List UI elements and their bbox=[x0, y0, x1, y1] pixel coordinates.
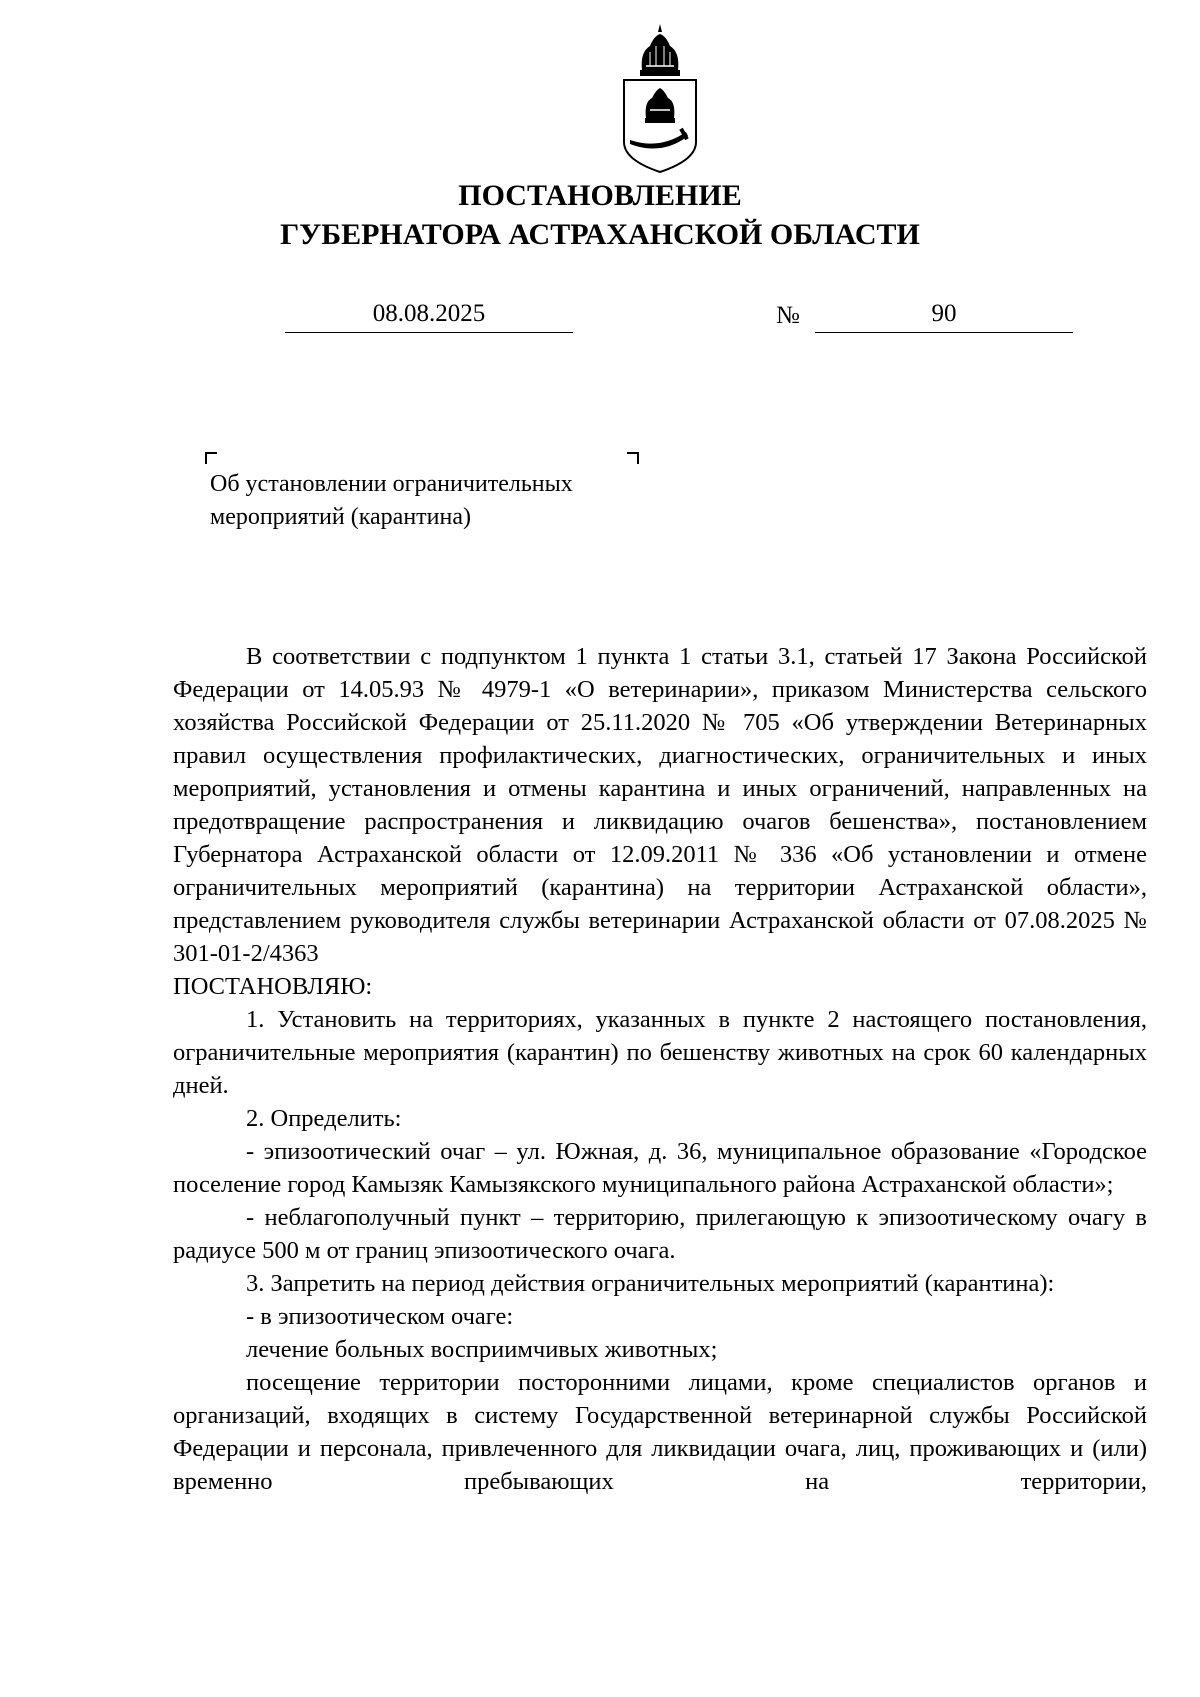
paragraph-in-focus: - в эпизоотическом очаге: bbox=[246, 1303, 514, 1330]
paragraph-item-3: 3. Запретить на период действия ограничительных мероприятий (карантина): bbox=[246, 1270, 1055, 1297]
issuer-title: ГУБЕРНАТОРА АСТРАХАНСКОЙ ОБЛАСТИ bbox=[280, 218, 920, 251]
date-field bbox=[285, 296, 573, 333]
document-type-title: ПОСТАНОВЛЕНИЕ bbox=[458, 179, 742, 212]
subject-corner-left-mark bbox=[205, 452, 217, 464]
number-sign: № bbox=[776, 302, 800, 329]
paragraph-focus: - эпизоотический очаг – ул. Южная, д. 36, муниципальное образование «Городское поселение город Камызяк Камызякского муниципального района Астраханской области»; bbox=[173, 1138, 1147, 1198]
paragraph-item-2: 2. Определить: bbox=[246, 1105, 402, 1132]
paragraph-treatment-ban: лечение больных восприимчивых животных; bbox=[246, 1336, 718, 1363]
decree-word: ПОСТАНОВЛЯЮ: bbox=[173, 973, 373, 1000]
subject-line-2: мероприятий (карантина) bbox=[210, 504, 471, 530]
number-field bbox=[815, 296, 1073, 333]
document-date: 08.08.2025 bbox=[372, 300, 486, 327]
preamble-paragraph: В соответствии с подпунктом 1 пункта 1 статьи 3.1, статьей 17 Закона Российской Федерации от 14.05.93 № 4979-1 «О ветеринарии», приказом Министерства сельского хозяйства Российской Федерации от 25.11.2020 № 705 «Об утверждении Ветеринарных правил осуществления профилактических, диагностических, ограничительных и иных мероприятий, установления и отмены карантина и иных ограничений, направленных на предотвращение распространения и ликвидацию очагов бешенства», постановлением Губернатора Астраханской области от 12.09.2011 № 336 «Об установлении и отмене ограничительных мероприятий (карантина) на территории Астраханской области», представлением руководителя службы ветеринарии Астраханской области от 07.08.2025 № 301-01-2/4363 bbox=[173, 643, 1147, 967]
document-body bbox=[173, 640, 1147, 1498]
coat-of-arms-icon bbox=[620, 22, 700, 174]
document-number: 90 bbox=[931, 300, 957, 327]
subject-corner-right-mark bbox=[627, 452, 639, 464]
paragraph-unfavorable-point: - неблагополучный пункт – территорию, прилегающую к эпизоотическому очагу в радиусе 500 м от границ эпизоотического очага. bbox=[173, 1204, 1147, 1264]
paragraph-item-1: 1. Установить на территориях, указанных в пункте 2 настоящего постановления, ограничительные мероприятия (карантин) по бешенству животных на срок 60 календарных дней. bbox=[173, 1006, 1147, 1099]
document-subject bbox=[210, 468, 650, 534]
paragraph-visit-ban: посещение территории посторонними лицами, кроме специалистов органов и организаций, входящих в систему Государственной ветеринарной службы Российской Федерации и персонала, привлеченного для ликвидации очага, лиц, проживающих и (или) временно пребывающих на территории, bbox=[173, 1369, 1147, 1495]
subject-line-1: Об установлении ограничительных bbox=[210, 471, 573, 497]
